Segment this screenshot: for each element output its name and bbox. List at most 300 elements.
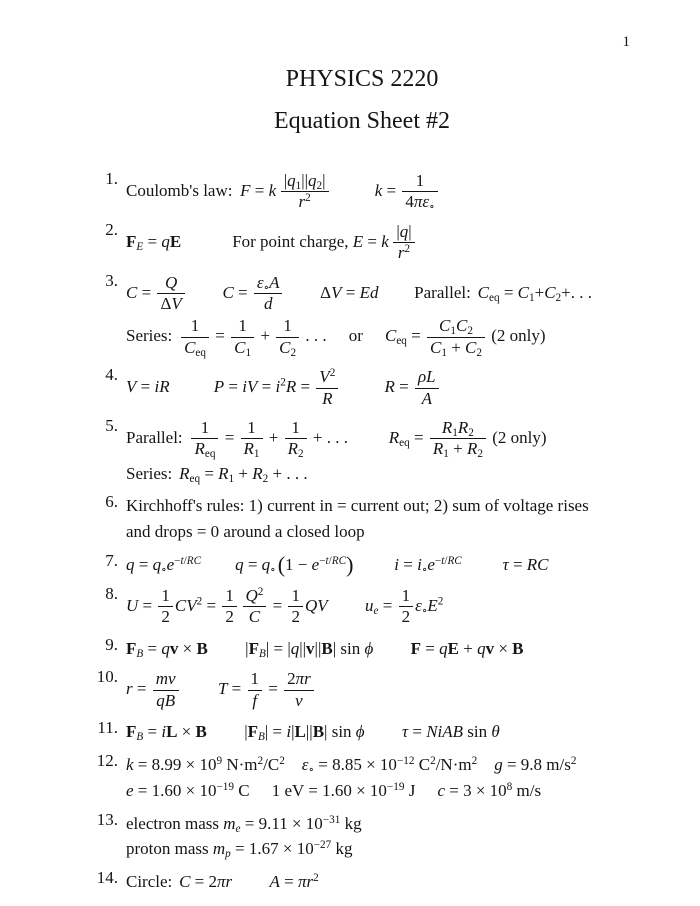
math-token: +: [264, 427, 283, 447]
math-token: i: [275, 376, 281, 396]
math-token: e: [373, 604, 379, 617]
math-token: |: [291, 722, 295, 742]
subscript: 1: [450, 325, 456, 338]
item-content: [126, 751, 636, 805]
math-token: | sin: [332, 638, 365, 658]
subscript: ∘: [429, 201, 435, 214]
item-number: 14.: [96, 868, 118, 888]
fraction-denominator: [231, 337, 254, 358]
fraction-numerator: [241, 418, 263, 438]
math-token: V: [171, 293, 182, 313]
math-token: i: [286, 722, 292, 742]
math-token: |: [396, 221, 400, 241]
math-token: = 9.11 × 10: [240, 813, 323, 833]
math-token: = 2: [190, 872, 217, 892]
math-token: | =: [264, 722, 287, 742]
fraction: [415, 367, 439, 409]
math-token: Q: [164, 272, 178, 292]
fraction-denominator: [248, 690, 263, 711]
fraction: [241, 418, 263, 460]
equation-line: [126, 753, 636, 777]
superscript: 2: [279, 754, 285, 767]
equation-line: [126, 367, 636, 409]
math-token: + . . .: [308, 427, 348, 447]
equation-line: [126, 870, 636, 894]
item-content: [126, 868, 636, 896]
math-token: =: [408, 722, 427, 742]
math-token: =: [143, 722, 162, 742]
equation-line: [126, 837, 636, 861]
math-token: = 9.8 m/s: [502, 755, 571, 775]
fraction-numerator: [415, 367, 439, 387]
subscript: 2: [477, 448, 483, 461]
subscript: eq: [399, 436, 410, 449]
math-token: Ed: [359, 282, 379, 302]
subscript: ∘: [308, 764, 314, 777]
fraction: [222, 586, 237, 628]
superscript: [174, 555, 201, 567]
math-token: and drops = 0 around a closed loop: [126, 522, 365, 542]
math-token: =: [363, 231, 382, 251]
math-token: R: [252, 463, 263, 483]
math-token: =: [394, 376, 413, 396]
subscript: 1: [441, 346, 447, 359]
math-token: L: [294, 722, 306, 742]
fraction: [231, 316, 254, 358]
fraction-numerator: [157, 273, 184, 293]
math-token: /C: [263, 755, 280, 775]
superscript: −19: [216, 780, 235, 793]
math-token: τ: [502, 555, 509, 575]
superscript: 2: [329, 366, 336, 379]
math-token: = 1.60 × 10: [133, 780, 217, 800]
subscript: 1: [452, 427, 458, 440]
math-token: r: [397, 243, 405, 263]
fraction-numerator: [191, 418, 218, 438]
item-content: [126, 718, 636, 746]
fraction: [316, 367, 338, 409]
fraction-numerator: [276, 316, 299, 336]
item-number: 7.: [105, 551, 118, 571]
fraction-denominator: [158, 606, 173, 627]
superscript: 2: [430, 754, 436, 767]
math-token: R: [322, 388, 333, 408]
math-token: or: [348, 326, 363, 346]
math-token: qB: [156, 690, 176, 710]
math-token: =: [499, 282, 518, 302]
math-token: R: [243, 439, 254, 459]
math-token: Series:: [126, 463, 173, 483]
equation-item: [88, 868, 636, 896]
math-token: r: [126, 679, 133, 699]
fraction: [402, 171, 437, 213]
math-token: ×: [177, 722, 196, 742]
item-number: 1.: [105, 169, 118, 188]
superscript: 2: [257, 585, 264, 598]
math-token: C: [126, 282, 138, 302]
item-content: [126, 810, 636, 864]
math-token: 1 −: [285, 555, 312, 575]
math-token: E: [352, 231, 364, 251]
math-token: 1: [247, 417, 256, 437]
fraction-denominator: [276, 337, 299, 358]
equation-line: [126, 669, 636, 711]
fraction-denominator: [191, 438, 218, 459]
math-token: k: [268, 180, 277, 200]
math-token: F: [248, 638, 259, 658]
math-token: L: [166, 722, 178, 742]
math-token: R: [441, 417, 453, 437]
fraction-numerator: [281, 171, 329, 191]
fraction-denominator: [288, 606, 303, 627]
math-token: =: [399, 555, 418, 575]
fraction: [248, 669, 263, 711]
math-token: =: [268, 595, 287, 615]
math-token: i: [394, 555, 399, 575]
math-token: C: [222, 282, 234, 302]
math-token: F: [247, 722, 259, 742]
math-token: 2: [401, 607, 411, 627]
math-token: −: [434, 554, 442, 567]
subscript: 1: [443, 448, 449, 461]
math-token: π: [413, 192, 423, 212]
math-token: kg: [331, 839, 353, 859]
fraction-denominator: [285, 438, 307, 459]
math-token: Parallel:: [414, 282, 471, 302]
math-token: kg: [340, 813, 362, 833]
fraction-numerator: [427, 316, 485, 336]
math-token: r: [298, 192, 306, 212]
math-token: 1 eV = 1.60 × 10: [271, 780, 387, 800]
math-token: B: [512, 638, 524, 658]
math-token: = 1.67 × 10: [230, 839, 314, 859]
math-token: =: [136, 376, 155, 396]
math-token: For point charge,: [232, 231, 353, 251]
fraction-denominator: [281, 191, 329, 212]
superscript: 2: [570, 754, 577, 767]
item-number: 5.: [105, 415, 118, 435]
item-number: 13.: [96, 809, 118, 829]
fraction-numerator: [254, 273, 283, 293]
fraction: [393, 222, 414, 264]
math-token: −: [174, 554, 181, 567]
math-token: =: [341, 282, 360, 302]
subscript: [258, 731, 265, 743]
math-token: q: [261, 555, 271, 575]
equation-item: [88, 271, 636, 361]
math-token: U: [126, 595, 139, 615]
fraction-numerator: [430, 418, 486, 438]
fraction-numerator: [402, 171, 437, 191]
fraction-denominator: [181, 337, 209, 358]
subscript: eq: [488, 291, 500, 304]
equation-line: [126, 586, 636, 628]
math-token: p: [225, 848, 231, 861]
math-token: =: [224, 376, 243, 396]
fraction-denominator: [427, 337, 485, 358]
fraction: [284, 669, 314, 711]
math-token: ϕ: [355, 722, 365, 742]
fraction-numerator: [393, 222, 414, 242]
item-content: [126, 220, 636, 266]
equation-item: [88, 751, 636, 805]
math-token: ϕ: [364, 638, 374, 658]
math-token: =: [250, 180, 269, 200]
math-token: QV: [304, 595, 328, 615]
math-token: Coulomb's law:: [126, 180, 233, 200]
superscript: 2: [404, 243, 411, 256]
item-content: [126, 584, 636, 630]
math-token: 4: [405, 192, 414, 212]
item-number: 3.: [105, 270, 118, 290]
superscript: 2: [471, 754, 478, 767]
math-token: B: [258, 731, 265, 744]
math-token: =: [421, 638, 440, 658]
fraction-denominator: [316, 388, 338, 409]
subscript: eq: [195, 346, 207, 359]
math-token: 1: [190, 316, 200, 336]
math-token: Δ: [320, 282, 332, 302]
math-token: e: [427, 555, 435, 575]
math-token: ε: [422, 192, 430, 212]
item-content: [126, 169, 636, 215]
math-token: =: [378, 595, 397, 615]
math-token: =: [406, 326, 425, 346]
fraction-numerator: [181, 316, 209, 336]
math-token: q: [152, 555, 162, 575]
math-token: (2 only): [487, 427, 547, 447]
math-token: 1: [291, 585, 300, 605]
fraction-denominator: [153, 690, 179, 711]
subscript: 2: [316, 180, 323, 193]
math-token: C: [517, 282, 529, 302]
math-token: =: [409, 427, 428, 447]
math-token: =: [143, 231, 162, 251]
math-token: 1: [238, 316, 247, 336]
math-token: Δ: [160, 293, 172, 313]
math-token: Circle:: [126, 872, 173, 892]
math-token: 1: [415, 171, 425, 190]
math-token: R: [287, 439, 299, 459]
fraction-numerator: [316, 367, 338, 387]
math-token: θ: [491, 722, 500, 742]
superscript: −19: [386, 780, 405, 793]
equation-line: [126, 316, 636, 358]
math-token: e: [235, 822, 241, 835]
math-token: A: [421, 388, 432, 408]
math-token: F: [126, 231, 137, 251]
fraction: [254, 273, 283, 315]
math-token: ): [346, 552, 354, 578]
math-token: =: [227, 679, 246, 699]
math-token: =: [211, 326, 230, 346]
subscript: [259, 648, 266, 660]
math-token: RC: [331, 554, 347, 567]
fraction: [276, 316, 299, 358]
math-token: R: [218, 463, 229, 483]
math-token: iR: [154, 376, 170, 396]
superscript: −27: [313, 839, 332, 852]
math-token: 1: [401, 585, 411, 605]
math-token: C: [544, 282, 556, 302]
superscript: 8: [506, 780, 513, 793]
item-content: [126, 551, 636, 579]
math-token: C: [248, 607, 261, 627]
equation-line: [126, 812, 636, 836]
subscript: 2: [290, 346, 297, 359]
math-token: E: [427, 595, 438, 615]
math-token: 1: [225, 585, 234, 605]
subscript: ∘: [263, 281, 270, 294]
math-token: 1: [250, 669, 259, 689]
math-token: m: [212, 839, 226, 859]
equation-item: [88, 220, 636, 266]
math-token: =: [382, 180, 401, 200]
math-token: C: [430, 337, 442, 357]
equation-line: [126, 720, 636, 744]
subscript: 1: [253, 448, 260, 461]
math-token: R: [466, 439, 478, 459]
math-token: |: [408, 221, 412, 241]
math-token: e: [166, 555, 175, 575]
math-token: q: [126, 555, 135, 575]
math-token: +: [448, 439, 467, 459]
math-token: E: [447, 638, 459, 658]
math-token: t: [441, 554, 445, 567]
fraction: [288, 586, 303, 628]
math-token: e: [126, 780, 134, 800]
math-token: ρL: [417, 367, 436, 387]
equation-line: [126, 520, 636, 544]
equation-line: [126, 273, 636, 315]
fraction: [243, 586, 267, 628]
math-token: NiAB: [426, 722, 464, 742]
math-token: C: [465, 337, 477, 357]
math-token: electron mass: [126, 813, 224, 833]
fraction-numerator: [153, 669, 179, 689]
math-token: v: [306, 638, 315, 658]
item-number: 11.: [97, 718, 118, 738]
math-token: C: [384, 326, 397, 346]
superscript: 2: [280, 376, 286, 389]
math-token: + . . .: [268, 463, 308, 483]
item-content: [126, 365, 636, 411]
math-token: B: [195, 722, 207, 742]
math-token: F: [410, 638, 422, 658]
superscript: 2: [257, 754, 264, 767]
math-token: N·m: [222, 755, 258, 775]
math-token: 2: [287, 669, 296, 689]
math-token: +: [458, 638, 478, 658]
fraction-denominator: [284, 690, 314, 711]
math-token: t: [325, 554, 329, 567]
math-token: |: [283, 171, 288, 190]
math-token: ε: [256, 272, 264, 292]
math-token: RC: [186, 554, 202, 567]
item-content: [126, 416, 636, 488]
math-token: ε: [415, 595, 422, 615]
math-token: T: [217, 679, 228, 699]
fraction-numerator: [284, 669, 314, 689]
math-token: ×: [494, 638, 513, 658]
math-token: ε: [301, 755, 309, 775]
math-token: +: [256, 326, 275, 346]
math-token: C: [456, 316, 468, 336]
math-token: B: [136, 647, 144, 660]
math-token: −: [319, 554, 326, 567]
math-token: τ: [402, 722, 409, 742]
math-token: B: [321, 638, 333, 658]
math-token: (: [277, 552, 286, 578]
subscript: 2: [476, 346, 482, 359]
math-token: = 3 × 10: [444, 780, 507, 800]
fraction-denominator: [399, 606, 414, 627]
math-token: C: [414, 755, 431, 775]
fraction-numerator: [399, 586, 414, 606]
item-content: [126, 271, 636, 361]
math-token: A: [269, 872, 280, 892]
equation-item: [88, 635, 636, 663]
equation-item: [88, 416, 636, 488]
math-token: F: [126, 722, 137, 742]
subscript: eq: [189, 472, 201, 485]
math-token: | sin: [324, 722, 356, 742]
math-token: q: [235, 555, 244, 575]
equation-item: [88, 584, 636, 630]
math-token: P: [213, 376, 225, 396]
fraction: [181, 316, 209, 358]
math-token: =: [264, 679, 283, 699]
subscript: 1: [245, 346, 252, 359]
math-token: =: [134, 555, 153, 575]
math-token: q: [161, 638, 170, 658]
fraction-numerator: [285, 418, 307, 438]
math-token: (2 only): [487, 326, 546, 346]
math-token: /: [444, 554, 448, 567]
superscript: 2: [305, 192, 311, 205]
subscript: 2: [555, 291, 562, 304]
math-token: =: [279, 872, 299, 892]
equation-line: [126, 171, 636, 213]
subscript: ∘: [270, 564, 276, 577]
math-token: k: [381, 231, 389, 251]
math-token: F: [126, 638, 137, 658]
subscript: eq: [396, 335, 407, 348]
math-token: E: [136, 240, 144, 253]
subscript: 2: [467, 325, 473, 338]
equation-item: [88, 551, 636, 579]
equation-item: [88, 718, 636, 746]
superscript: [319, 555, 346, 567]
math-token: ||: [301, 171, 309, 190]
fraction: [399, 586, 414, 628]
equation-line: [126, 637, 636, 661]
superscript: 2: [437, 595, 444, 608]
math-token: R: [384, 376, 395, 396]
math-token: |: [322, 171, 326, 190]
fraction: [157, 273, 184, 315]
math-token: R: [179, 463, 190, 483]
equation-line: [126, 462, 636, 486]
subscript: 2: [468, 427, 474, 440]
math-token: C: [234, 780, 250, 800]
fraction-denominator: [430, 438, 486, 459]
math-token: R: [285, 376, 297, 396]
equation-line: [126, 553, 636, 577]
math-token: = 8.99 × 10: [133, 755, 217, 775]
item-content: [126, 635, 636, 663]
fraction-numerator: [248, 669, 263, 689]
